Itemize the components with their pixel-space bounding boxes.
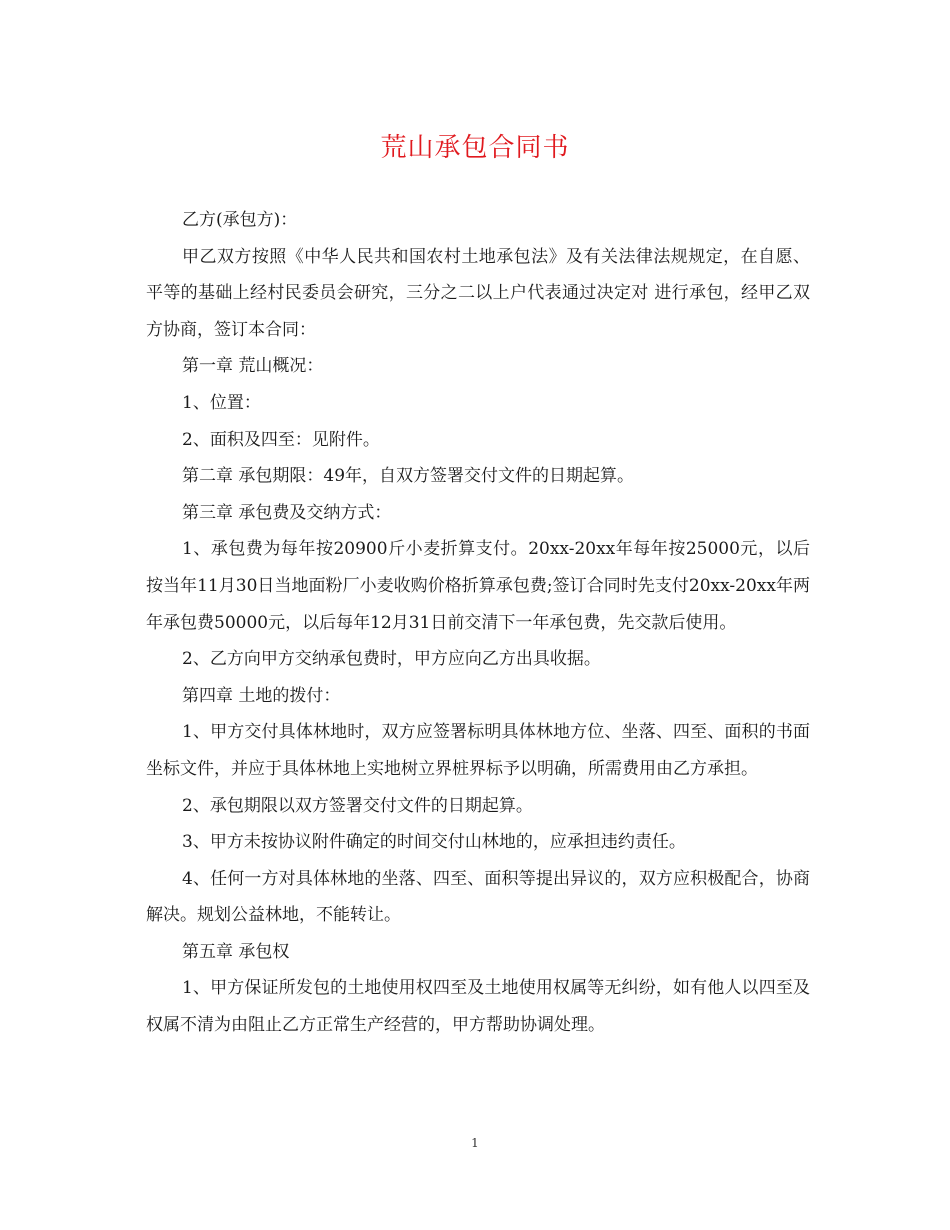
paragraph-dispute: 4、任何一方对具体林地的坐落、四至、面积等提出异议的，双方应积极配合，协商解决。规划公益林地，不能转让。 [146, 868, 810, 926]
document-body [146, 202, 810, 1044]
paragraph-preamble: 甲乙双方按照《中华人民共和国农村土地承包法》及有关法律法规规定，在自愿、平等的基础上经村民委员会研究，三分之二以上户代表通过决定对 进行承包，经甲乙双方协商，签订本合同： [146, 246, 810, 340]
paragraph-location: 1、位置： [182, 392, 261, 413]
paragraph-guarantee: 1、甲方保证所发包的土地使用权四至及土地使用权属等无纠纷，如有他人以四至及权属不清为由阻止乙方正常生产经营的，甲方帮助协调处理。 [146, 978, 810, 1036]
paragraph-delivery: 1、甲方交付具体林地时，双方应签署标明具体林地方位、坐落、四至、面积的书面坐标文件，并应于具体林地上实地树立界桩界标予以明确，所需费用由乙方承担。 [146, 722, 810, 779]
paragraph-receipt: 2、乙方向甲方交纳承包费时，甲方应向乙方出具收据。 [182, 649, 601, 670]
paragraph-area: 2、面积及四至：见附件。 [182, 429, 380, 450]
chapter-2-heading: 第二章 承包期限：49年，自双方签署交付文件的日期起算。 [182, 466, 635, 487]
page-number: 1 [471, 1136, 479, 1150]
chapter-1-heading: 第一章 荒山概况： [182, 356, 324, 377]
paragraph-breach: 3、甲方未按协议附件确定的时间交付山林地的，应承担违约责任。 [182, 832, 686, 853]
paragraph-party-b: 乙方(承包方)： [182, 210, 298, 230]
chapter-5-heading: 第五章 承包权 [182, 941, 290, 962]
document-title: 荒山承包合同书 [380, 133, 570, 163]
paragraph-fee: 1、承包费为每年按20900斤小麦折算支付。20xx-20xx年每年按25000元，以后按当年11月30日当地面粉厂小麦收购价格折算承包费;签订合同时先支付20xx-20xx年两年承包费50000元，以后每年12月31日前交清下一年承包费，先交款后使用。 [146, 539, 810, 633]
chapter-4-heading: 第四章 土地的拨付： [182, 685, 341, 706]
paragraph-term-start: 2、承包期限以双方签署交付文件的日期起算。 [182, 795, 533, 816]
chapter-3-heading: 第三章 承包费及交纳方式： [182, 502, 392, 523]
